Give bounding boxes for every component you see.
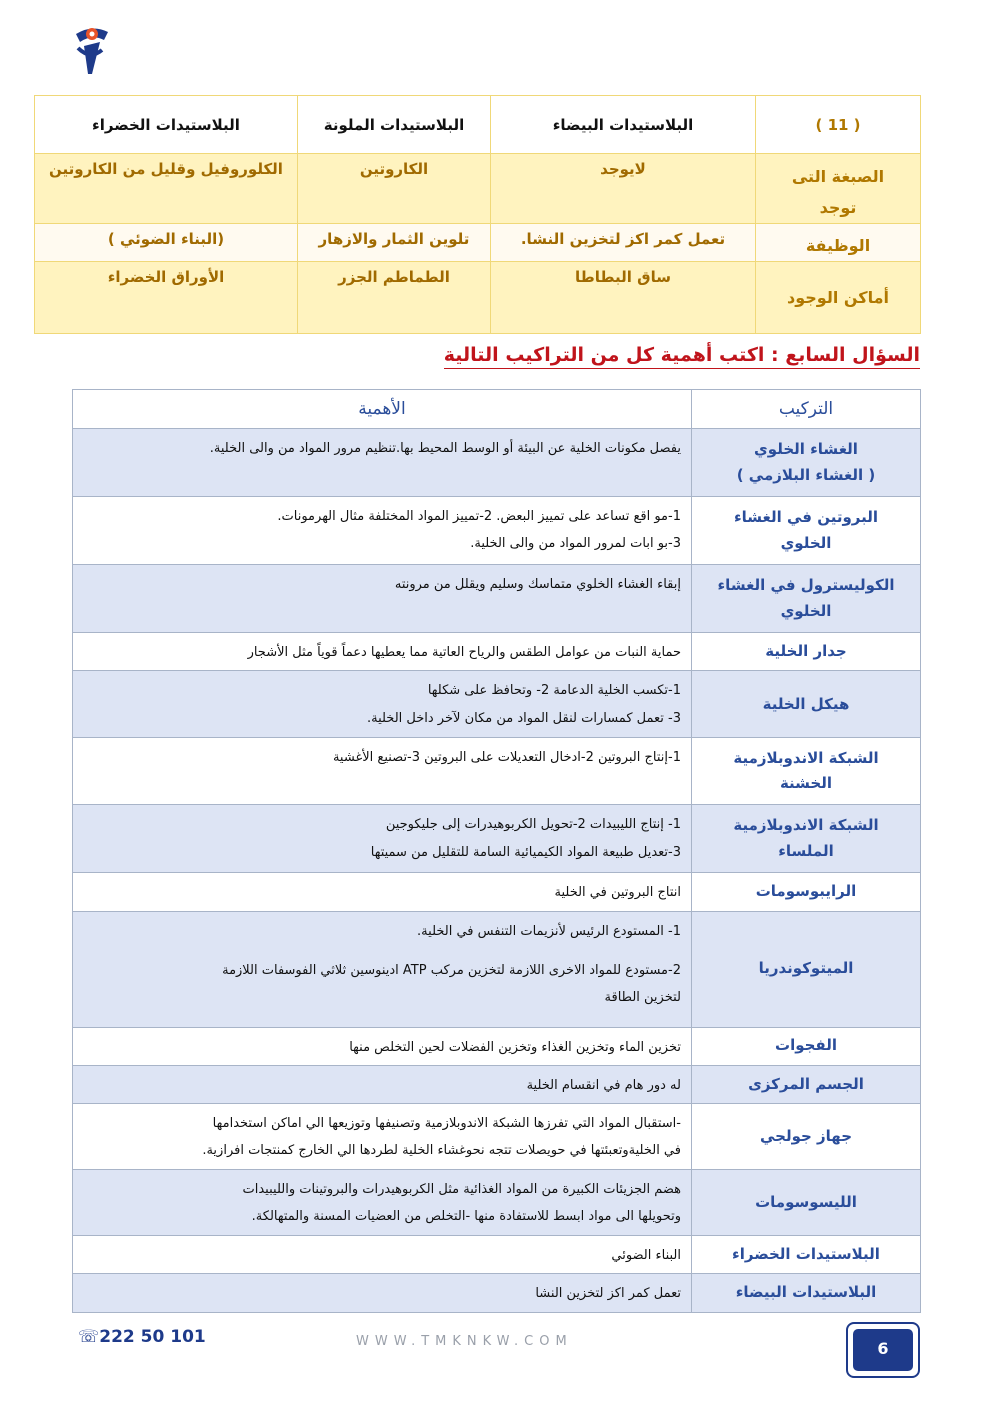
row-label-locations: أماكن الوجود — [756, 262, 921, 334]
structure-name-line: البلاستيدات الخضراء — [732, 1245, 880, 1264]
importance-line: 1- إنتاج الليبيدات 2-تحويل الكربوهيدرات إلى جليكوجين — [385, 817, 681, 833]
structure-name-line: الخشنة — [779, 774, 833, 793]
structure-name-line: الخلوي — [780, 533, 832, 552]
table-row — [73, 1274, 921, 1312]
importance-line: انتاج البروتين في الخلية — [554, 885, 681, 901]
table-row — [73, 633, 921, 671]
table-row — [73, 805, 921, 873]
structure-name-line: الملساء — [778, 841, 834, 860]
structure-importance — [73, 633, 692, 671]
table-row — [73, 1104, 921, 1170]
structure-name — [692, 911, 921, 1027]
structure-name — [692, 1104, 921, 1170]
structure-name-line: الليسوسومات — [755, 1192, 857, 1211]
structure-importance — [73, 1274, 692, 1312]
structure-name — [692, 1274, 921, 1312]
label-line: الصبغة التى — [791, 167, 885, 187]
plastids-comparison-table — [34, 95, 921, 334]
structure-importance — [73, 429, 692, 497]
importance-line: 1- المستودع الرئيس لأنزيمات التنفس في الخلية. — [417, 923, 681, 939]
table-row — [73, 1236, 921, 1274]
page-number: 6 — [853, 1329, 913, 1371]
table-row — [73, 738, 921, 805]
cell: (البناء الضوئي ) — [35, 224, 298, 262]
table-row — [73, 671, 921, 738]
structure-name-line: الخلوي — [780, 601, 832, 620]
importance-line: لتخزين الطاقة — [604, 990, 681, 1006]
structure-importance — [73, 1104, 692, 1170]
structure-name — [692, 671, 921, 738]
question-seven-heading: السؤال السابع : اكتب أهمية كل من التراكيب التالية — [444, 344, 920, 369]
importance-line: 2-مستودع للمواد الاخرى اللازمة لتخزين مركب ATP ادينوسين ثلاثي الفوسفات اللازمة — [222, 962, 681, 978]
table-number: ( 11 ) — [756, 96, 921, 154]
cell: لايوجد — [491, 154, 756, 224]
importance-line: حماية النبات من عوامل الطقس والرياح العاتية مما يعطيها دعماً قوياً مثل الأشجار — [247, 645, 681, 660]
cell: تلوين الثمار والازهار — [298, 224, 491, 262]
importance-line: 1-مو اقع تساعد على تمييز البعض. 2-تمييز المواد المختلفة مثال الهرمونات. — [277, 509, 681, 524]
structure-importance — [73, 1236, 692, 1274]
cell: الأوراق الخضراء — [35, 262, 298, 334]
structure-name — [692, 738, 921, 805]
structure-importance — [73, 1170, 692, 1236]
structure-importance — [73, 805, 692, 873]
importance-line: هضم الجزيئات الكبيرة من المواد الغذائية مثل الكربوهيدرات والبروتينات والليبيدات — [242, 1182, 681, 1198]
importance-line: 3-تعديل طبيعة المواد الكيميائية السامة للتقليل من سميتها — [370, 844, 681, 860]
structure-importance — [73, 911, 692, 1027]
table-row — [73, 873, 921, 911]
structure-name — [692, 1236, 921, 1274]
cell: الكاروتين — [298, 154, 491, 224]
structure-importance — [73, 738, 692, 805]
structure-name — [692, 1170, 921, 1236]
structure-name — [692, 1065, 921, 1103]
cell: تعمل كمر اكز لتخزين النشا. — [491, 224, 756, 262]
table-header-row — [35, 96, 921, 154]
structure-name-line: الرايبوسومات — [755, 882, 857, 901]
structure-name-line: البلاستيدات البيضاء — [735, 1283, 877, 1302]
structure-importance — [73, 671, 692, 738]
structure-name-line: الشبكة الاندوبلازمية — [733, 816, 879, 835]
table-row — [73, 911, 921, 1027]
structure-name — [692, 497, 921, 565]
table-row — [73, 1170, 921, 1236]
table-row — [35, 224, 921, 262]
structure-importance — [73, 1027, 692, 1065]
structure-name-line: الميتوكوندريا — [758, 959, 854, 978]
structure-importance — [73, 497, 692, 565]
table-row — [73, 1065, 921, 1103]
label-line: توجد — [819, 197, 857, 217]
header-importance: الأهمية — [73, 390, 692, 429]
phone-number: ☏222 50 101 — [78, 1327, 206, 1347]
structure-name — [692, 633, 921, 671]
importance-line: البناء الضوئي — [611, 1248, 681, 1264]
importance-line: في الخليةوتعبئتها في حويصلات تتجه نحوغشاء الخلية لطردها الي الخارج كمنتجات افرازية. — [202, 1143, 681, 1159]
importance-line: 3- تعمل كمسارات لنقل المواد من مكان لآخر داخل الخلية. — [366, 710, 681, 726]
importance-line: 1-إنتاج البروتين 2-ادخال التعديلات على البروتين 3-تصنيع الأغشية — [332, 750, 681, 766]
structure-name — [692, 429, 921, 497]
importance-line: له دور هام في انقسام الخلية — [526, 1077, 681, 1093]
structure-importance — [73, 873, 692, 911]
cell: الكلوروفيل وقليل من الكاروتين — [35, 154, 298, 224]
table-row — [35, 154, 921, 224]
structure-name — [692, 805, 921, 873]
structure-name-line: الشبكة الاندوبلازمية — [733, 748, 879, 767]
table-row — [73, 565, 921, 633]
table-row — [35, 262, 921, 334]
table-row — [73, 429, 921, 497]
structure-name-line: ( الغشاء البلازمي ) — [736, 465, 876, 484]
row-label-function: الوظيفة — [756, 224, 921, 262]
structure-name-line: البروتين في الغشاء — [733, 508, 879, 526]
header-structure: التركيب — [692, 390, 921, 429]
row-label-pigment — [756, 154, 921, 224]
structure-name-line: الكوليسترول في الغشاء — [717, 576, 895, 594]
cell: الطماطم الجزر — [298, 262, 491, 334]
importance-line: تعمل كمر اكز لتخزين النشا — [535, 1286, 681, 1302]
structure-name — [692, 565, 921, 633]
cell: ساق البطاطا — [491, 262, 756, 334]
importance-line: تخزين الماء وتخزين الغذاء وتخزين الفضلات لحين التخلص منها — [349, 1039, 681, 1055]
importance-line: وتحويلها الى مواد ابسط للاستفادة منها -التخلص من العضيات المسنة والمتهالكة. — [251, 1209, 681, 1225]
brand-logo-icon — [70, 20, 114, 76]
header-chromoplasts: البلاستيدات الملونة — [298, 96, 491, 154]
header-leucoplasts: البلاستيدات البيضاء — [491, 96, 756, 154]
structure-name-line: جهاز جولجي — [759, 1126, 853, 1145]
structure-name-line: الغشاء الخلوي — [754, 440, 858, 458]
structure-importance — [73, 565, 692, 633]
website-url[interactable]: WWW.TMKNKW.COM — [356, 1334, 573, 1349]
header-chloroplasts: البلاستيدات الخضراء — [35, 96, 298, 154]
table-header-row — [73, 390, 921, 429]
structure-name-line: جدار الخلية — [765, 641, 847, 660]
structure-importance — [73, 1065, 692, 1103]
importance-line: إبقاء الغشاء الخلوي متماسك وسليم ويقلل من مرونته — [394, 577, 681, 592]
structure-name-line: الفجوات — [775, 1036, 837, 1055]
importance-line: 1-تكسب الخلية الدعامة 2- وتحافظ على شكلها — [427, 683, 681, 699]
table-row — [73, 497, 921, 565]
structure-name-line: هيكل الخلية — [762, 694, 850, 713]
structures-importance-table — [72, 389, 921, 1313]
importance-line — [79, 945, 681, 957]
importance-line: -استقبال المواد التي تفرزها الشبكة الاندوبلازمية وتصنيفها وتوزيعها الي اماكن استخدامها — [212, 1116, 681, 1132]
structure-name — [692, 1027, 921, 1065]
structure-name — [692, 873, 921, 911]
table-row — [73, 1027, 921, 1065]
page-number-badge — [846, 1322, 920, 1378]
importance-line: 3-بو ابات لمرور المواد من والى الخلية. — [470, 536, 681, 552]
importance-line: يفصل مكونات الخلية عن البيئة أو الوسط المحيط بها.تنظيم مرور المواد من والى الخلية. — [209, 441, 681, 456]
structure-name-line: الجسم المركزى — [748, 1074, 864, 1093]
